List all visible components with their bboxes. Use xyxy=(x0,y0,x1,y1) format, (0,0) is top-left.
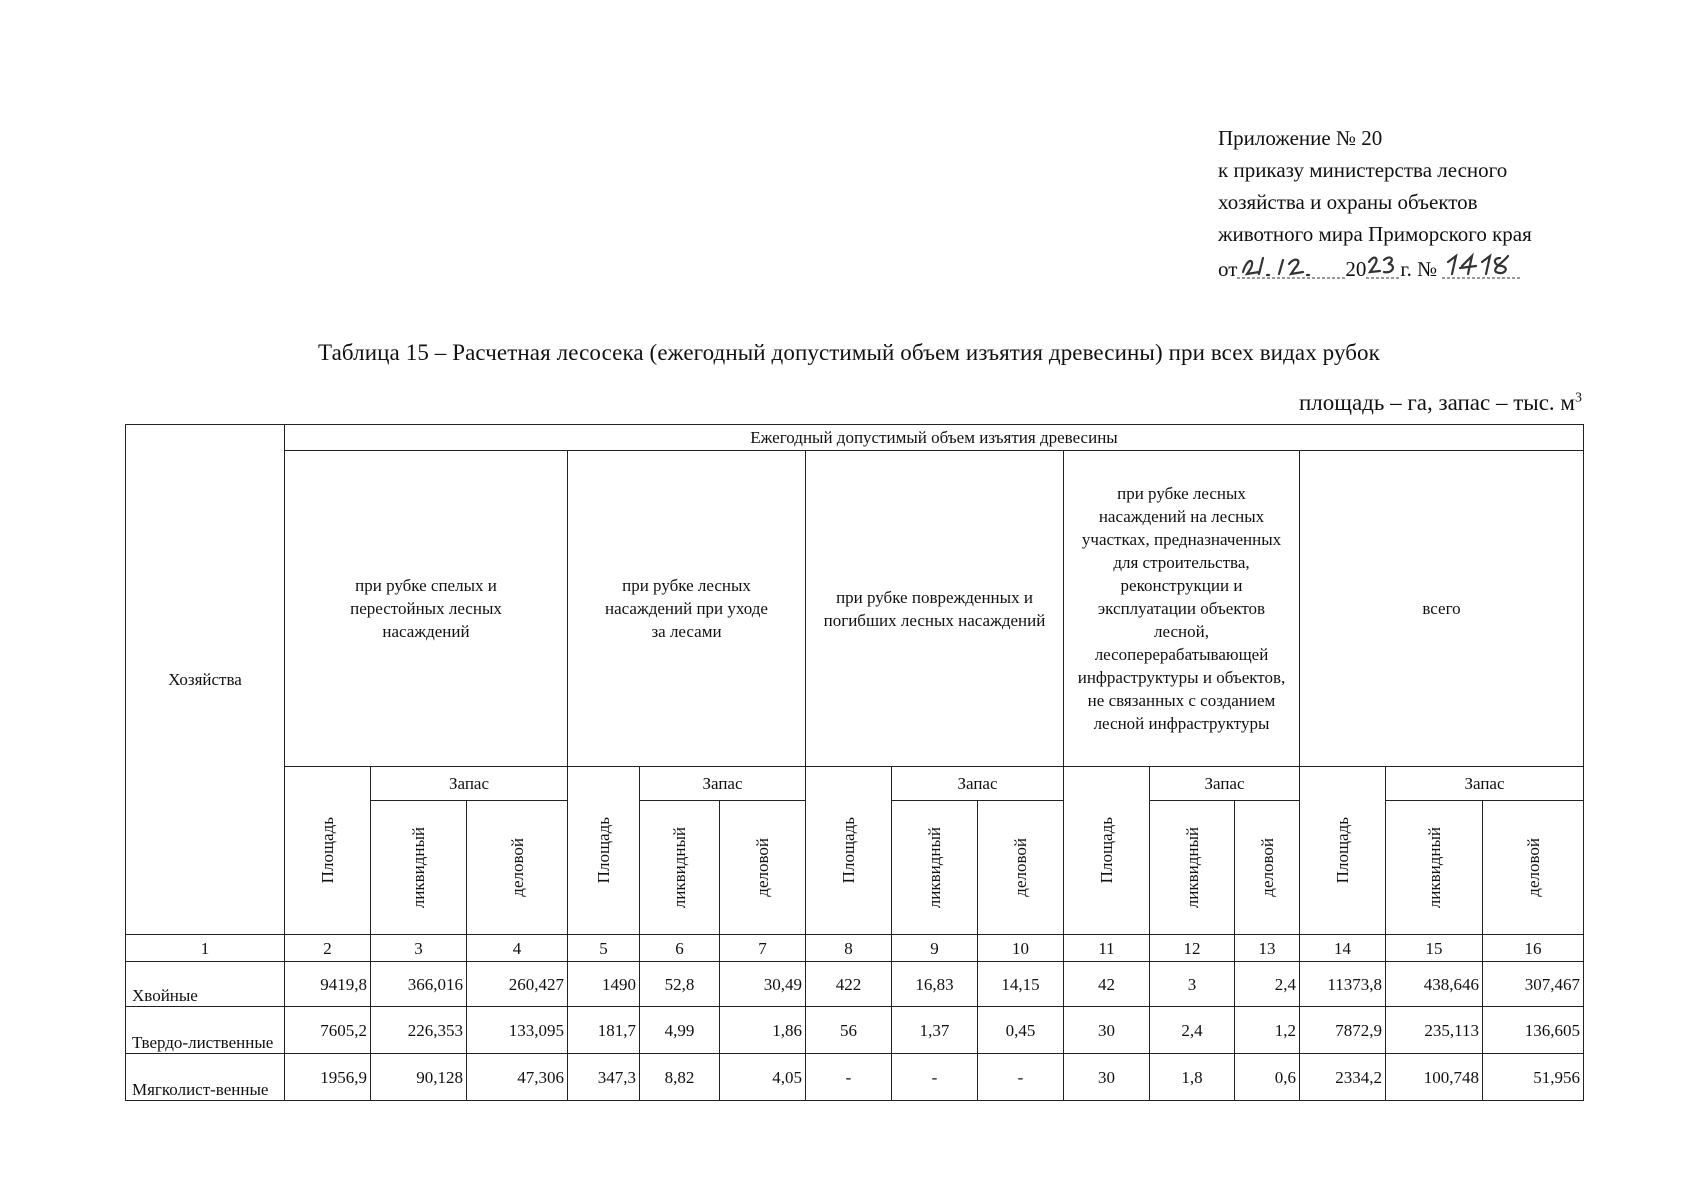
data-cell: 30 xyxy=(1064,1054,1150,1101)
units-superscript: 3 xyxy=(1575,390,1582,406)
header-annual-volume: Ежегодный допустимый объем изъятия древесины xyxy=(285,425,1584,451)
data-cell: 1,86 xyxy=(720,1007,806,1054)
annex-line-4: животного мира Приморского края xyxy=(1218,222,1532,246)
handwritten-date xyxy=(1237,250,1345,276)
data-cell: 1,2 xyxy=(1235,1007,1300,1054)
group-mature-cutting: при рубке спелых и перестойных лесных насаждений xyxy=(285,451,568,767)
data-cell: 1490 xyxy=(568,962,640,1007)
units-note xyxy=(1299,390,1582,416)
annex-line-1: Приложение № 20 xyxy=(1218,126,1383,150)
data-cell: 0,6 xyxy=(1235,1054,1300,1101)
annex-block xyxy=(1218,122,1532,285)
col-number: 11 xyxy=(1064,935,1150,962)
data-cell: 422 xyxy=(806,962,892,1007)
col-number: 14 xyxy=(1300,935,1386,962)
data-cell: 438,646 xyxy=(1386,962,1483,1007)
data-cell: 4,99 xyxy=(640,1007,720,1054)
annex-line-2: к приказу министерства лесного xyxy=(1218,158,1508,182)
data-cell: 2,4 xyxy=(1235,962,1300,1007)
data-cell: 47,306 xyxy=(467,1054,568,1101)
data-cell: - xyxy=(978,1054,1064,1101)
data-cell: 14,15 xyxy=(978,962,1064,1007)
group-total: всего xyxy=(1300,451,1584,767)
sub-stock-3: Запас xyxy=(892,767,1064,801)
data-cell: 260,427 xyxy=(467,962,568,1007)
sub-liquid-5: ликвидный xyxy=(1386,801,1483,935)
data-cell: 1956,9 xyxy=(285,1054,371,1101)
header-row-annual xyxy=(126,425,1584,451)
col-number: 10 xyxy=(978,935,1064,962)
sub-business-1: деловой xyxy=(467,801,568,935)
data-cell: 133,095 xyxy=(467,1007,568,1054)
data-cell: 90,128 xyxy=(371,1054,467,1101)
group-care-cutting: при рубке лесных насаждений при уходе за лесами xyxy=(568,451,806,767)
data-cell: 4,05 xyxy=(720,1054,806,1101)
data-cell: - xyxy=(892,1054,978,1101)
data-cell: 100,748 xyxy=(1386,1054,1483,1101)
data-cell: 30,49 xyxy=(720,962,806,1007)
data-cell: 136,605 xyxy=(1483,1007,1584,1054)
col-number: 13 xyxy=(1235,935,1300,962)
data-cell: 181,7 xyxy=(568,1007,640,1054)
col-number: 3 xyxy=(371,935,467,962)
sub-liquid-3: ликвидный xyxy=(892,801,978,935)
data-cell: 366,016 xyxy=(371,962,467,1007)
annex-line-3: хозяйства и охраны объектов xyxy=(1218,190,1478,214)
data-cell: 9419,8 xyxy=(285,962,371,1007)
table-title: Таблица 15 – Расчетная лесосека (ежегодный допустимый объем изъятия древесины) при всех видах рубок xyxy=(318,340,1380,365)
sub-business-2: деловой xyxy=(720,801,806,935)
annex-date-line xyxy=(1218,250,1532,285)
year-prefix: 20 xyxy=(1345,257,1367,281)
data-cell: 7872,9 xyxy=(1300,1007,1386,1054)
data-cell: 235,113 xyxy=(1386,1007,1483,1054)
header-farms: Хозяйства xyxy=(126,425,285,935)
sub-stock-5: Запас xyxy=(1386,767,1584,801)
group-damaged-cutting: при рубке поврежденных и погибших лесных насаждений xyxy=(806,451,1064,767)
col-number: 4 xyxy=(467,935,568,962)
column-numbers-row xyxy=(126,935,1584,962)
col-number: 7 xyxy=(720,935,806,962)
row-label: Мягколист-венные xyxy=(126,1054,285,1101)
sub-area-1: Площадь xyxy=(285,767,371,935)
data-cell: 56 xyxy=(806,1007,892,1054)
data-cell: 3 xyxy=(1150,962,1235,1007)
header-row-stock xyxy=(126,767,1584,801)
data-cell: - xyxy=(806,1054,892,1101)
col-number: 16 xyxy=(1483,935,1584,962)
header-row-groups xyxy=(126,451,1584,767)
data-cell: 1,37 xyxy=(892,1007,978,1054)
date-prefix: от xyxy=(1218,257,1238,281)
col-number: 15 xyxy=(1386,935,1483,962)
sub-liquid-2: ликвидный xyxy=(640,801,720,935)
sub-stock-2: Запас xyxy=(640,767,806,801)
data-cell: 42 xyxy=(1064,962,1150,1007)
row-label: Хвойные xyxy=(126,962,285,1007)
col-number: 8 xyxy=(806,935,892,962)
data-cell: 30 xyxy=(1064,1007,1150,1054)
data-cell: 16,83 xyxy=(892,962,978,1007)
col-number: 9 xyxy=(892,935,978,962)
data-cell: 2,4 xyxy=(1150,1007,1235,1054)
col-number: 6 xyxy=(640,935,720,962)
col-number: 1 xyxy=(126,935,285,962)
sub-business-5: деловой xyxy=(1483,801,1584,935)
sub-liquid-4: ликвидный xyxy=(1150,801,1235,935)
cutting-volume-table xyxy=(125,424,1584,1101)
data-cell: 307,467 xyxy=(1483,962,1584,1007)
col-number: 12 xyxy=(1150,935,1235,962)
sub-liquid-1: ликвидный xyxy=(371,801,467,935)
sub-area-2: Площадь xyxy=(568,767,640,935)
sub-business-3: деловой xyxy=(978,801,1064,935)
data-cell: 0,45 xyxy=(978,1007,1064,1054)
handwritten-number xyxy=(1442,250,1520,276)
col-number: 5 xyxy=(568,935,640,962)
group-construction-cutting: при рубке лесных насаждений на лесных участках, предназначенных для строительства, реконструкции и эксплуатации объектов лесной, лесоперерабатывающей инфраструктуры и объектов, не связанных с созданием лесной инфраструктуры xyxy=(1064,451,1300,767)
row-label: Твердо-лиственные xyxy=(126,1007,285,1054)
data-cell: 51,956 xyxy=(1483,1054,1584,1101)
sub-area-5: Площадь xyxy=(1300,767,1386,935)
col-number: 2 xyxy=(285,935,371,962)
number-prefix: г. № xyxy=(1400,257,1438,281)
sub-area-4: Площадь xyxy=(1064,767,1150,935)
table-row xyxy=(126,1007,1584,1054)
units-text: площадь – га, запас – тыс. м xyxy=(1298,390,1575,415)
sub-stock-4: Запас xyxy=(1150,767,1300,801)
table-row xyxy=(126,1054,1584,1101)
handwritten-year xyxy=(1366,250,1400,276)
table-row xyxy=(126,962,1584,1007)
data-cell: 8,82 xyxy=(640,1054,720,1101)
data-cell: 226,353 xyxy=(371,1007,467,1054)
sub-business-4: деловой xyxy=(1235,801,1300,935)
data-cell: 347,3 xyxy=(568,1054,640,1101)
sub-stock-1: Запас xyxy=(371,767,568,801)
data-cell: 11373,8 xyxy=(1300,962,1386,1007)
data-cell: 7605,2 xyxy=(285,1007,371,1054)
data-cell: 52,8 xyxy=(640,962,720,1007)
data-cell: 1,8 xyxy=(1150,1054,1235,1101)
data-cell: 2334,2 xyxy=(1300,1054,1386,1101)
sub-area-3: Площадь xyxy=(806,767,892,935)
